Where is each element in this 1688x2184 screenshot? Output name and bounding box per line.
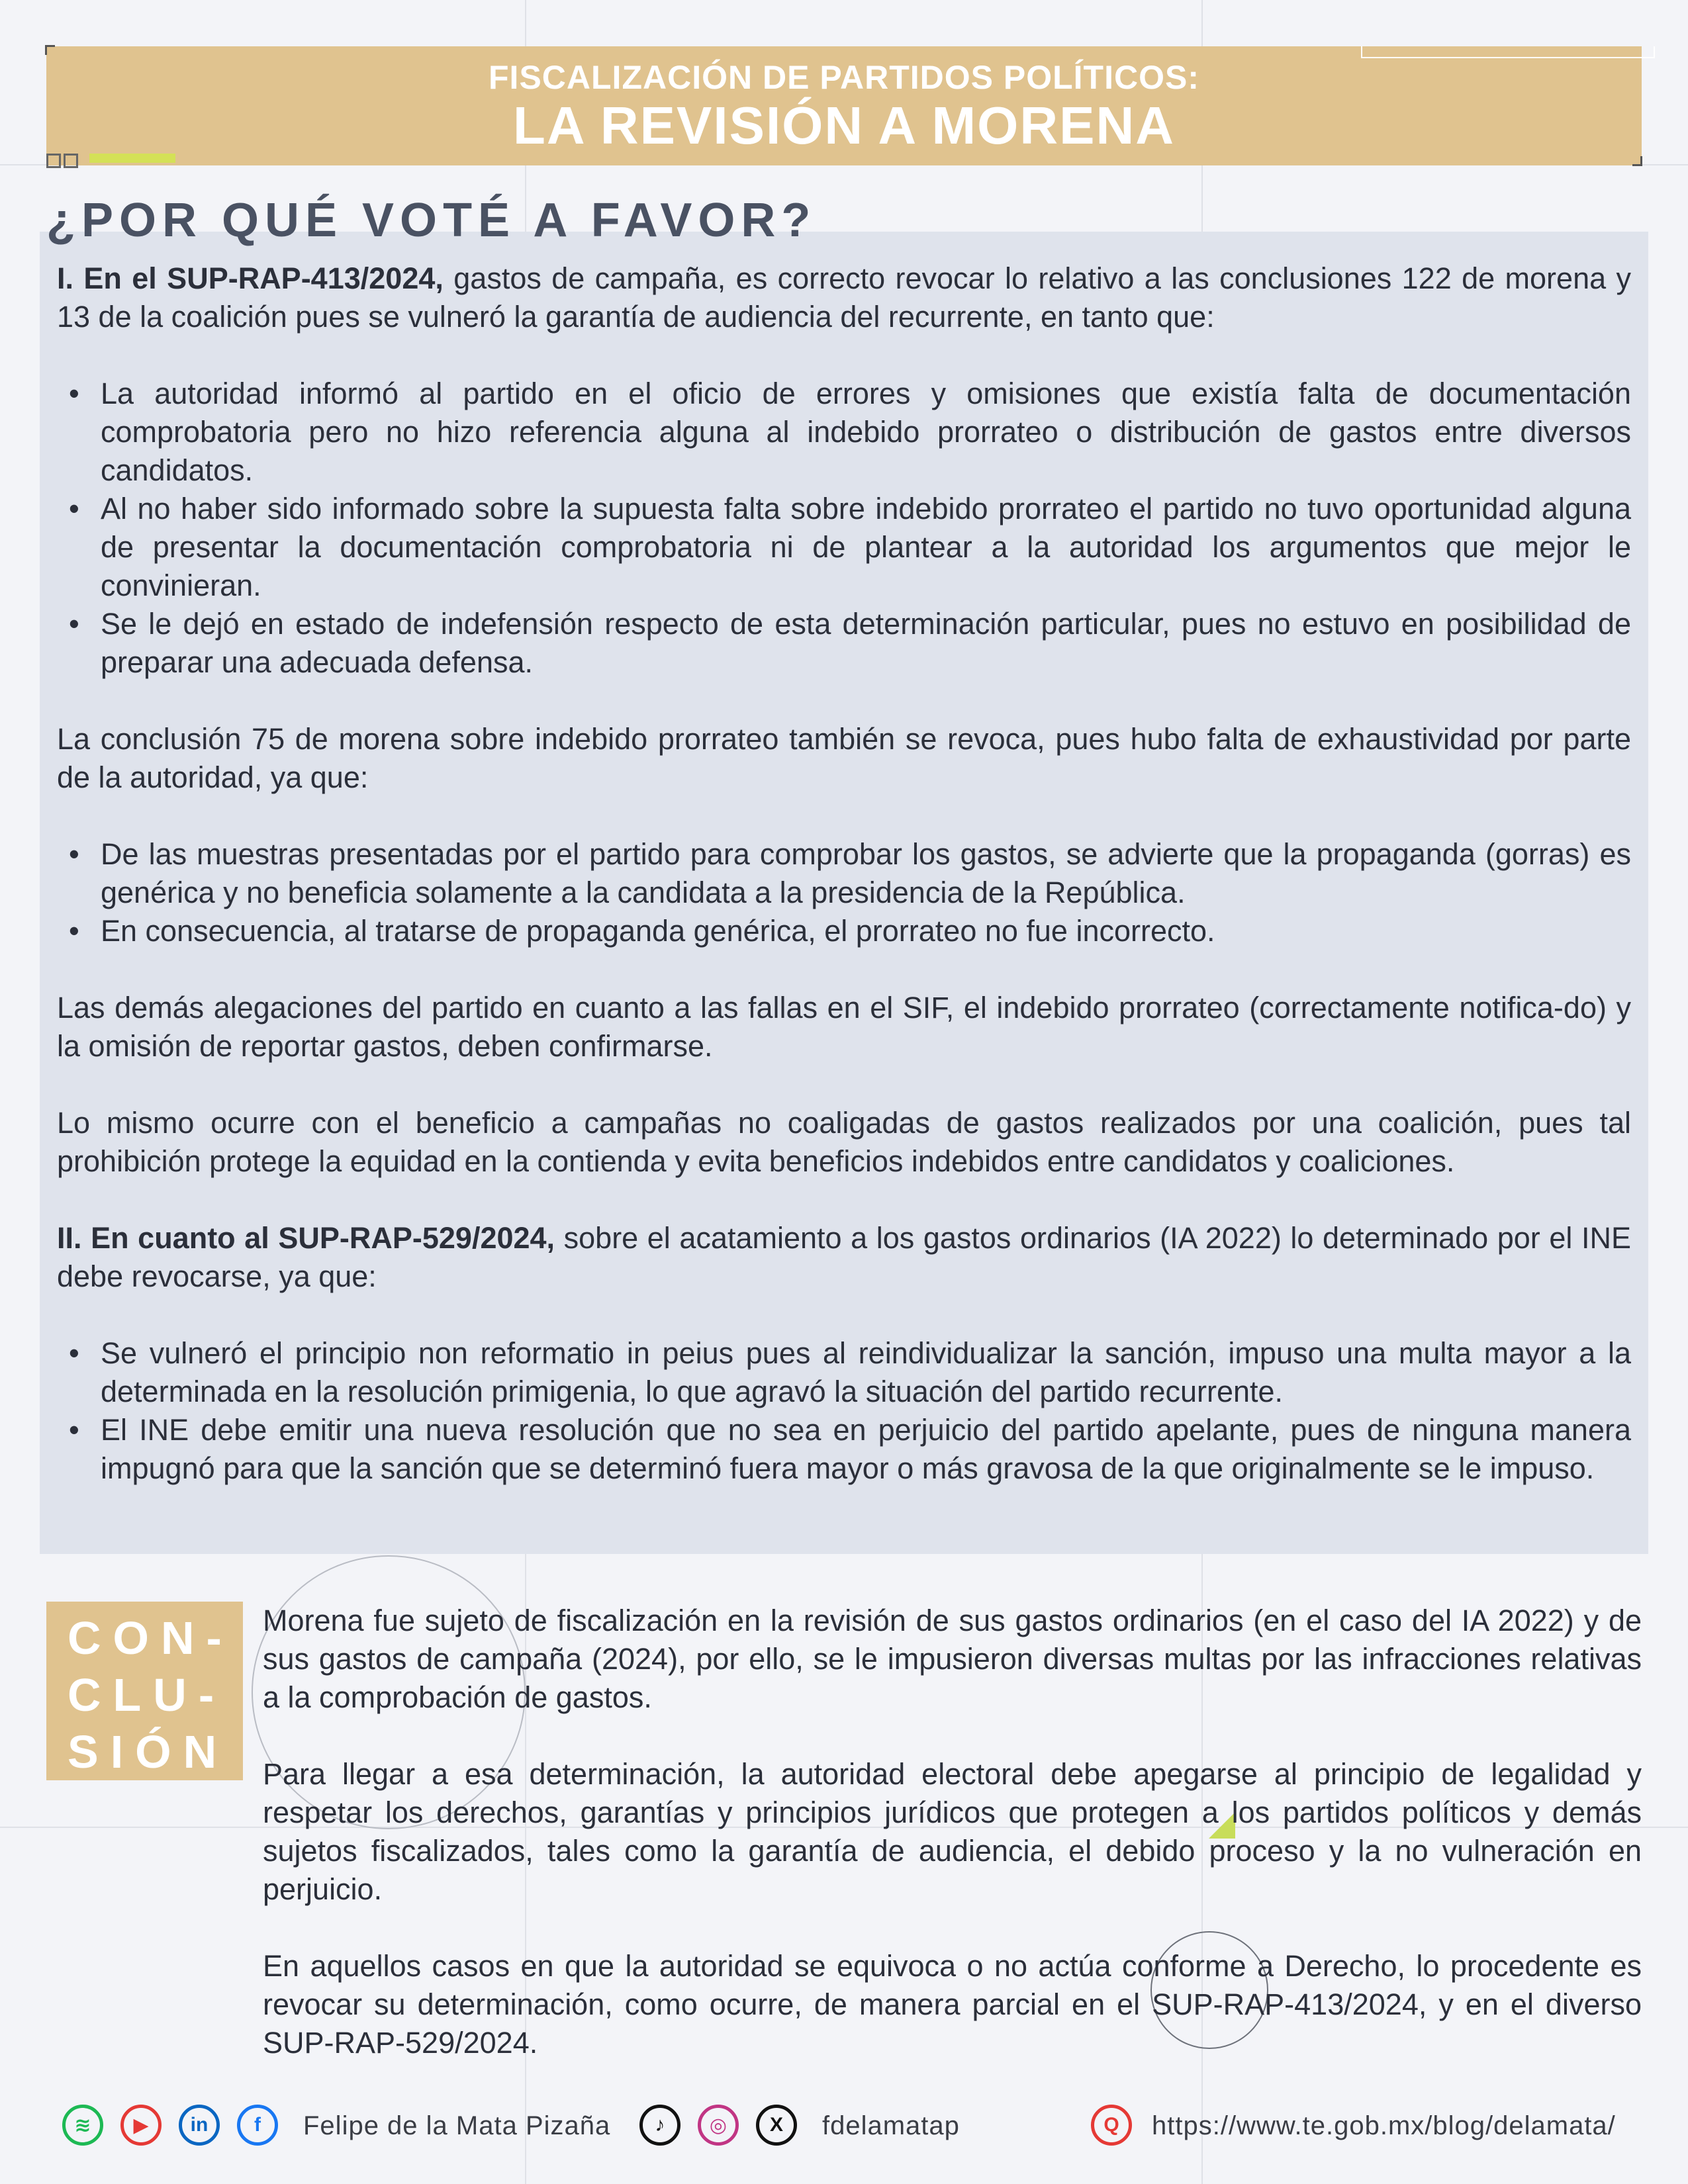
bullet-icon: • bbox=[69, 377, 79, 410]
paragraph bbox=[57, 259, 1631, 336]
paragraph-text: gastos de campaña, es correcto revocar lo relativo a las conclusiones 122 de morena y 13 de la coalición pues se vulneró la garantía de audiencia del recurrente, en tanto que: bbox=[57, 261, 1632, 334]
list-item bbox=[57, 1334, 1631, 1411]
list-item-text: Al no haber sido informado sobre la supuesta falta sobre indebido prorrateo el partido no tuvo oportunidad alguna de presentar la documentación comprobatoria ni de plantear a la autoridad los argumentos que mejor le convinieran. bbox=[101, 492, 1631, 602]
list-item-text: Se vulneró el principio non reformatio in peius pues al reindividualizar la sanción, impuso una multa mayor a la determinada en la resolución primigenia, lo que agravó la situación del partido recurrente. bbox=[101, 1336, 1631, 1408]
paragraph-text: sobre el acatamiento a los gastos ordinarios (IA 2022) lo determinado por el INE debe revocarse, ya que: bbox=[57, 1221, 1631, 1293]
section-title: ¿POR QUÉ VOTÉ A FAVOR? bbox=[46, 194, 817, 247]
header-subtitle: FISCALIZACIÓN DE PARTIDOS POLÍTICOS: bbox=[489, 59, 1199, 96]
spotify-icon[interactable]: ≋ bbox=[62, 2105, 103, 2146]
ruler-decoration bbox=[1361, 46, 1655, 58]
panel-text bbox=[57, 259, 1631, 1488]
corner-mark bbox=[45, 45, 55, 55]
bullet-list bbox=[57, 835, 1631, 950]
list-item bbox=[57, 1411, 1631, 1488]
paragraph bbox=[57, 1219, 1631, 1296]
conclusion-label-line: CON- bbox=[68, 1612, 234, 1664]
header-title: LA REVISIÓN A MORENA bbox=[512, 96, 1176, 155]
bullet-icon: • bbox=[69, 837, 79, 871]
bullet-icon: • bbox=[69, 914, 79, 948]
bullet-list bbox=[57, 1334, 1631, 1488]
paragraph-lead: II. En cuanto al SUP-RAP-529/2024, bbox=[57, 1221, 555, 1255]
linkedin-icon[interactable]: in bbox=[179, 2105, 220, 2146]
list-item bbox=[57, 605, 1631, 682]
paragraph: Lo mismo ocurre con el beneficio a campañas no coaligadas de gastos realizados por una coalición, pues tal prohibición protege la equidad en la contienda y evita beneficios indebidos entre candidatos y coaliciones. bbox=[57, 1106, 1631, 1178]
paragraph: Para llegar a esa determinación, la autoridad electoral debe apegarse al principio de legalidad y respetar los derechos, garantías y principios jurídicos que protegen a los partidos políticos y demás sujetos fiscalizados, tales como la garantía de audiencia, el debido proceso y la no vulneración en perjuicio. bbox=[263, 1757, 1642, 1906]
corner-mark bbox=[1632, 156, 1642, 166]
bullet-icon: • bbox=[69, 607, 79, 641]
youtube-icon[interactable]: ▶ bbox=[120, 2105, 162, 2146]
paragraph: La conclusión 75 de morena sobre indebido prorrateo también se revoca, pues hubo falta de exhaustividad por parte de la autoridad, ya que: bbox=[57, 722, 1631, 794]
square-decoration bbox=[64, 154, 78, 168]
header-banner bbox=[46, 46, 1642, 165]
conclusion-label-line: SIÓN bbox=[68, 1726, 229, 1778]
list-item-text: Se le dejó en estado de indefensión respecto de esta determinación particular, pues no estuvo en posibilidad de preparar una adecuada defensa. bbox=[101, 607, 1631, 679]
bullet-icon: • bbox=[69, 492, 79, 525]
search-icon[interactable]: Q bbox=[1091, 2105, 1132, 2146]
bullet-icon: • bbox=[69, 1413, 79, 1447]
paragraph: Las demás alegaciones del partido en cuanto a las fallas en el SIF, el indebido prorrateo (correctamente notifica-do) y la omisión de reportar gastos, deben confirmarse. bbox=[57, 991, 1631, 1063]
list-item-text: La autoridad informó al partido en el oficio de errores y omisiones que existía falta de documentación comprobatoria pero no hizo referencia alguna al indebido prorrateo o distribución de gastos entre diversos candidatos. bbox=[101, 377, 1631, 487]
list-item bbox=[57, 912, 1631, 950]
paragraph: Morena fue sujeto de fiscalización en la revisión de sus gastos ordinarios (en el caso del IA 2022) y de sus gastos de campaña (2024), por ello, se le impusieron diversas multas por las infracciones relativas a la comprobación de gastos. bbox=[263, 1604, 1642, 1714]
instagram-icon[interactable]: ◎ bbox=[698, 2105, 739, 2146]
footer bbox=[60, 2105, 1648, 2158]
paragraph-lead: I. En el SUP-RAP-413/2024, bbox=[57, 261, 444, 295]
square-decoration bbox=[46, 154, 61, 168]
conclusion-text bbox=[263, 1602, 1642, 2062]
bullet-list bbox=[57, 375, 1631, 682]
list-item bbox=[57, 375, 1631, 490]
footer-name: Felipe de la Mata Pizaña bbox=[303, 2111, 611, 2140]
x-icon[interactable]: X bbox=[756, 2105, 797, 2146]
footer-url[interactable]: https://www.te.gob.mx/blog/delamata/ bbox=[1152, 2111, 1616, 2140]
tiktok-icon[interactable]: ♪ bbox=[639, 2105, 680, 2146]
list-item bbox=[57, 835, 1631, 912]
list-item-text: De las muestras presentadas por el partido para comprobar los gastos, se advierte que la propaganda (gorras) es genérica y no beneficia solamente a la candidata a la presidencia de la República. bbox=[101, 837, 1631, 909]
list-item-text: En consecuencia, al tratarse de propaganda genérica, el prorrateo no fue incorrecto. bbox=[101, 914, 1215, 948]
list-item-text: El INE debe emitir una nueva resolución que no sea en perjuicio del partido apelante, pues de ninguna manera impugnó para que la sanción que se determinó fuera mayor o más gravosa de la que originalmente se le impuso. bbox=[101, 1413, 1631, 1485]
footer-handle: fdelamatap bbox=[822, 2111, 960, 2140]
list-item bbox=[57, 490, 1631, 605]
paragraph: En aquellos casos en que la autoridad se equivoca o no actúa conforme a Derecho, lo procedente es revocar su determinación, como ocurre, de manera parcial en el SUP-RAP-413/2024, y en el diverso SUP-RAP-529/2024. bbox=[263, 1949, 1642, 2060]
accent-bar bbox=[89, 154, 175, 163]
conclusion-label bbox=[46, 1602, 243, 1780]
bullet-icon: • bbox=[69, 1336, 79, 1370]
facebook-icon[interactable]: f bbox=[237, 2105, 278, 2146]
conclusion-label-line: CLU- bbox=[68, 1669, 226, 1721]
